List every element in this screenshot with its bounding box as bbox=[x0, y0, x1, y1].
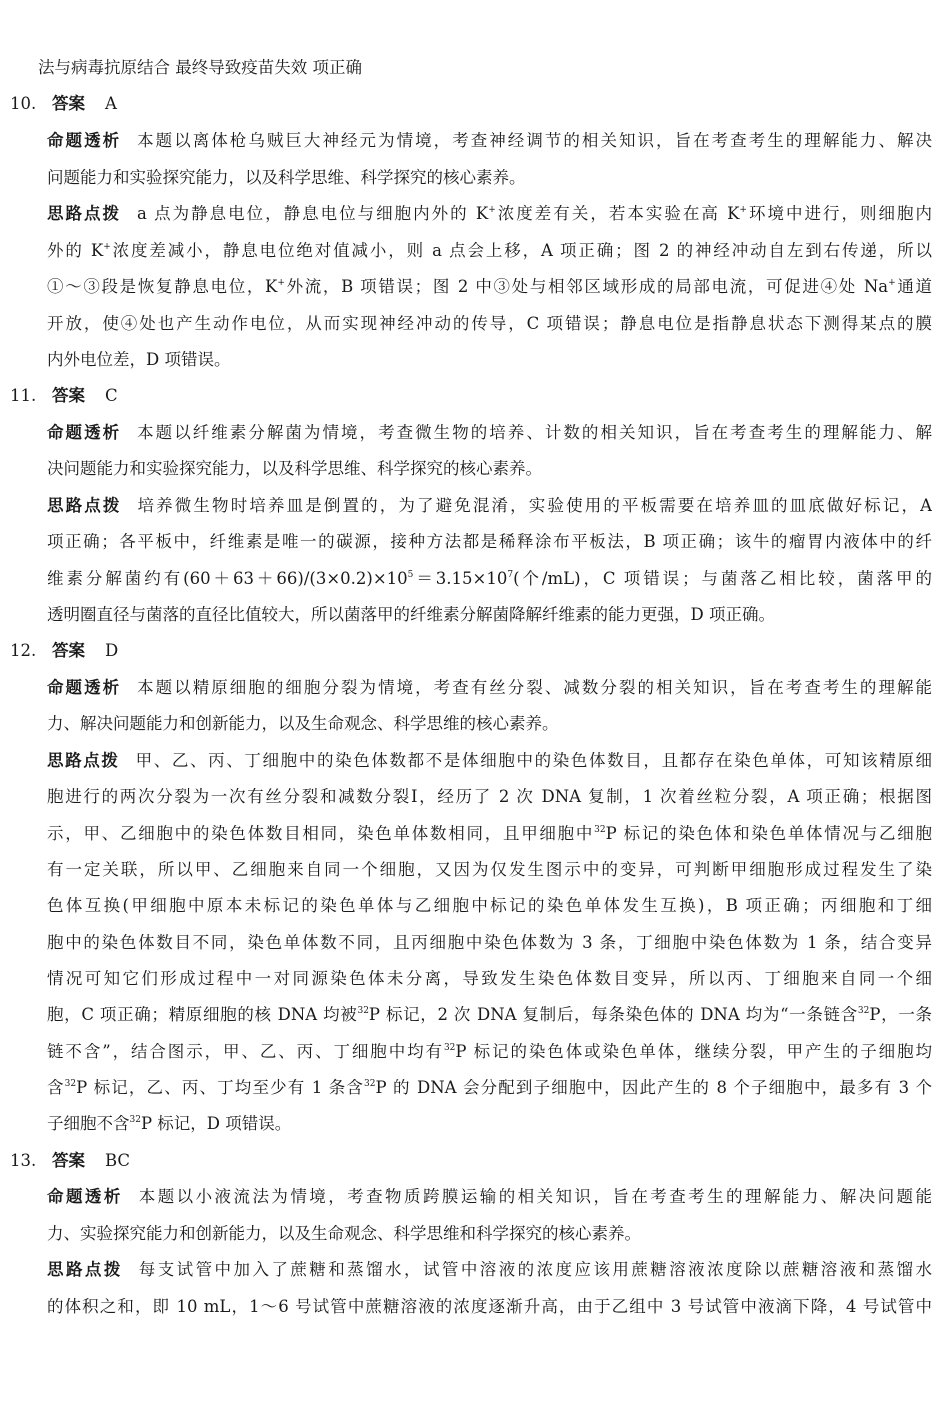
thinking-label: 思路点拨 bbox=[47, 496, 122, 515]
q10-prop-line-1 bbox=[47, 129, 932, 153]
q11-prop-line-1 bbox=[47, 421, 932, 445]
q12-think-line-8 bbox=[47, 1003, 932, 1027]
text: 环境中进行，则细胞内 bbox=[746, 204, 932, 223]
q13-answer: BC bbox=[105, 1151, 131, 1170]
text: 含 bbox=[47, 1078, 65, 1097]
text: P 标记的染色体或染色单体，继续分裂，甲产生的子细胞均 bbox=[455, 1042, 932, 1061]
q13-think-line-2: 的体积之和，即 10 mL，1～6 号试管中蔗糖溶液的浓度逐渐升高，由于乙组中 3 号试管中液滴下降，4 号试管中 bbox=[47, 1297, 932, 1316]
q12-think-line-11 bbox=[47, 1112, 932, 1136]
q10-prop-text-1: 本题以离体枪乌贼巨大神经元为情境，考查神经调节的相关知识，旨在考查考生的理解能力、解决 bbox=[137, 131, 932, 150]
q12-prop-line-2: 力、解决问题能力和创新能力，以及生命观念、科学思维的核心素养。 bbox=[47, 714, 559, 733]
q11-think-line-3 bbox=[47, 567, 932, 591]
text: 浓度差减小，静息电位绝对值减小，则 a 点会上移，A 项正确；图 2 的神经冲动自左到右传递，所以 bbox=[110, 241, 932, 260]
q11-answer: C bbox=[105, 386, 118, 405]
answer-label: 答案 bbox=[52, 641, 85, 660]
q12-think-line-9 bbox=[47, 1040, 932, 1064]
q12-think-line-5: 色体互换(甲细胞中原本未标记的染色单体与乙细胞中标记的染色单体发生互换)，B 项正确；丙细胞和丁细 bbox=[47, 896, 932, 915]
superscript: 32 bbox=[64, 1079, 77, 1089]
text: 示，甲、乙细胞中的染色体数目相同，染色单体数相同，且甲细胞中 bbox=[47, 824, 595, 843]
proposition-label: 命题透析 bbox=[47, 131, 122, 150]
q11-number: 11. bbox=[10, 386, 37, 405]
q10-think-line-5: 内外电位差，D 项错误。 bbox=[47, 350, 231, 369]
thinking-label: 思路点拨 bbox=[47, 204, 122, 223]
q11-think-line-4: 透明圈直径与菌落的直径比值较大，所以菌落甲的纤维素分解菌降解纤维素的能力更强，D 项正确。 bbox=[47, 605, 775, 624]
q13-answer-line bbox=[10, 1149, 950, 1173]
q13-prop-line-2: 力、实验探究能力和创新能力，以及生命观念、科学思维和科学探究的核心素养。 bbox=[47, 1224, 641, 1243]
superscript: + bbox=[888, 278, 896, 288]
text: 培养微生物时培养皿是倒置的，为了避免混淆，实验使用的平板需要在培养皿的皿底做好标记，A bbox=[137, 496, 932, 515]
superscript: + bbox=[739, 205, 747, 215]
q10-think-line-4: 开放，使④处也产生动作电位，从而实现神经冲动的传导，C 项错误；静息电位是指静息状态下测得某点的膜 bbox=[47, 314, 932, 333]
text: a 点为静息电位，静息电位与细胞内外的 K bbox=[137, 204, 489, 223]
proposition-label: 命题透析 bbox=[47, 1187, 123, 1206]
q11-prop-text-1: 本题以纤维素分解菌为情境，考查微生物的培养、计数的相关知识，旨在考查考生的理解能力、解 bbox=[137, 423, 932, 442]
text: 链不含”，结合图示，甲、乙、丙、丁细胞中均有 bbox=[47, 1042, 444, 1061]
superscript: 32 bbox=[443, 1043, 456, 1053]
q13-number: 13. bbox=[10, 1151, 37, 1170]
superscript: + bbox=[103, 242, 111, 252]
superscript: 32 bbox=[857, 1006, 870, 1016]
q11-answer-line bbox=[10, 384, 950, 408]
text: P 的 DNA 会分配到子细胞中，因此产生的 8 个子细胞中，最多有 3 个 bbox=[375, 1078, 932, 1097]
top-line: 法与病毒抗原结合 最终导致疫苗失效 项正确 bbox=[38, 58, 362, 77]
superscript: 32 bbox=[364, 1079, 376, 1089]
thinking-label: 思路点拨 bbox=[47, 1260, 123, 1279]
text: 浓度差有关，若本实验在高 K bbox=[495, 204, 740, 223]
text: 外流，B 项错误；图 2 中③处与相邻区域形成的局部电流，可促进④处 Na bbox=[284, 277, 889, 296]
superscript: 32 bbox=[594, 825, 606, 835]
q10-think-line-3 bbox=[47, 275, 932, 299]
text: 子细胞不含 bbox=[47, 1114, 130, 1133]
q11-think-line-2: 项正确；各平板中，纤维素是唯一的碳源，接种方法都是稀释涂布平板法，B 项正确；该牛的瘤胃内液体中的纤 bbox=[47, 532, 932, 551]
q12-think-line-1 bbox=[47, 749, 932, 773]
q11-think-line-1 bbox=[47, 494, 932, 518]
text: P 标记，D 项错误。 bbox=[140, 1114, 292, 1133]
q10-answer-line bbox=[10, 92, 950, 116]
q12-prop-line-1 bbox=[47, 676, 932, 700]
exponent: 5 bbox=[407, 570, 414, 580]
text: 胞，C 项正确；精原细胞的核 DNA 均被 bbox=[47, 1005, 358, 1024]
superscript: 32 bbox=[129, 1115, 141, 1125]
text: 甲、乙、丙、丁细胞中的染色体数都不是体细胞中的染色体数目，且都存在染色单体，可知该精原细 bbox=[135, 751, 932, 770]
text: 维素分解菌约有(60＋63＋66)/(3×0.2)×10 bbox=[47, 569, 408, 588]
q12-number: 12. bbox=[10, 641, 37, 660]
q13-prop-line-1 bbox=[47, 1185, 932, 1209]
superscript: 32 bbox=[357, 1006, 369, 1016]
q12-think-line-4: 有一定关联，所以甲、乙细胞来自同一个细胞，又因为仅发生图示中的变异，可判断甲细胞形成过程发生了染 bbox=[47, 860, 932, 879]
superscript: + bbox=[277, 278, 285, 288]
proposition-label: 命题透析 bbox=[47, 678, 122, 697]
answer-label: 答案 bbox=[52, 386, 85, 405]
exponent: 7 bbox=[507, 570, 514, 580]
q12-answer-line bbox=[10, 639, 950, 663]
answer-label: 答案 bbox=[52, 94, 85, 113]
q12-think-line-10 bbox=[47, 1076, 932, 1100]
thinking-label: 思路点拨 bbox=[47, 751, 120, 770]
q12-think-line-3 bbox=[47, 822, 932, 846]
q12-answer: D bbox=[105, 641, 119, 660]
q10-answer: A bbox=[105, 94, 117, 113]
q13-prop-text-1: 本题以小液流法为情境，考查物质跨膜运输的相关知识，旨在考查考生的理解能力、解决问题能 bbox=[138, 1187, 932, 1206]
answer-label: 答案 bbox=[52, 1151, 85, 1170]
q10-number: 10. bbox=[10, 94, 37, 113]
text: P，一条 bbox=[869, 1005, 932, 1024]
q11-prop-line-2: 决问题能力和实验探究能力，以及科学思维、科学探究的核心素养。 bbox=[47, 459, 542, 478]
q10-think-line-2 bbox=[47, 239, 932, 263]
text: P 标记，乙、丙、丁均至少有 1 条含 bbox=[76, 1078, 364, 1097]
text: ①～③段是恢复静息电位，K bbox=[47, 277, 278, 296]
text: 外的 K bbox=[47, 241, 104, 260]
q12-think-line-7: 情况可知它们形成过程中一对同源染色体未分离，导致发生染色体数目变异，所以丙、丁细胞来自同一个细 bbox=[47, 969, 932, 988]
superscript: + bbox=[488, 205, 496, 215]
q10-prop-line-2: 问题能力和实验探究能力，以及科学思维、科学探究的核心素养。 bbox=[47, 168, 526, 187]
text: 每支试管中加入了蔗糖和蒸馏水，试管中溶液的浓度应该用蔗糖溶液浓度除以蔗糖溶液和蒸馏水 bbox=[138, 1260, 932, 1279]
q13-think-line-1 bbox=[47, 1258, 932, 1282]
proposition-label: 命题透析 bbox=[47, 423, 122, 442]
q12-think-line-2: 胞进行的两次分裂为一次有丝分裂和减数分裂Ⅰ，经历了 2 次 DNA 复制，1 次着丝粒分裂，A 项正确；根据图 bbox=[47, 787, 932, 806]
text: P 标记，2 次 DNA 复制后，每条染色体的 DNA 均为“一条链含 bbox=[368, 1005, 858, 1024]
q12-think-line-6: 胞中的染色体数目不同，染色单体数不同，且丙细胞中染色体数为 3 条，丁细胞中染色体数为 1 条，结合变异 bbox=[47, 933, 932, 952]
text: ＝3.15×10 bbox=[413, 569, 508, 588]
text: (个/mL)，C 项错误；与菌落乙相比较，菌落甲的 bbox=[513, 569, 932, 588]
q12-prop-text-1: 本题以精原细胞的细胞分裂为情境，考查有丝分裂、减数分裂的相关知识，旨在考查考生的理解能 bbox=[137, 678, 932, 697]
text: P 标记的染色体和染色单体情况与乙细胞 bbox=[605, 824, 932, 843]
text: 通道 bbox=[895, 277, 932, 296]
q10-think-line-1 bbox=[47, 202, 932, 226]
